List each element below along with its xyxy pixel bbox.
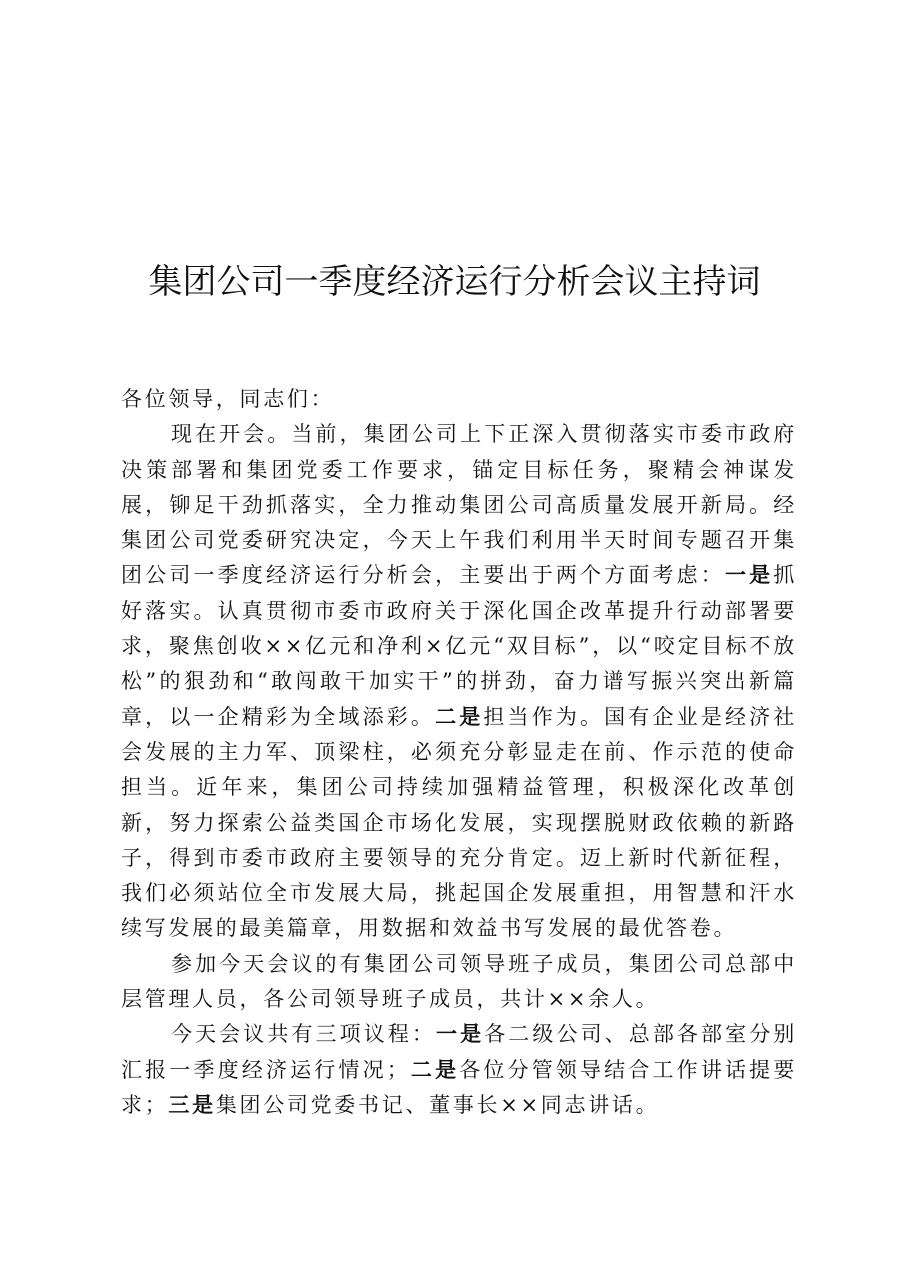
salutation: 各位领导，同志们： bbox=[121, 387, 335, 411]
paragraph-agenda bbox=[121, 1017, 797, 1123]
point-text-2: 担当作为。国有企业是经济社会发展的主力军、顶梁柱，必须充分彰显走在前、作示范的使命担当。近年来，集团公司持续加强精益管理，积极深化改革创新，努力探索公益类国企市场化发展，实现摆脱财政依赖的新路子，得到市委市政府主要领导的充分肯定。迈上新时代新征程，我们必须站位全市发展大局，挑起国企发展重担，用智慧和汗水续写发展的最美篇章，用数据和效益书写发展的最优答卷。 bbox=[121, 704, 797, 941]
document-body bbox=[121, 382, 797, 1123]
point-marker-1: 一是 bbox=[724, 563, 774, 588]
agenda-marker-2: 二是 bbox=[410, 1057, 460, 1082]
point-text-1: 抓好落实。认真贯彻市委市政府关于深化国企改革提升行动部署要求，聚焦创收××亿元和净利×亿元“双目标”，以“咬定目标不放松”的狠劲和“敢闯敢干加实干”的拼劲，奋力谱写振兴突出新篇章，以一企精彩为全域添彩。 bbox=[121, 563, 798, 729]
agenda-marker-3: 三是 bbox=[168, 1092, 216, 1117]
agenda-marker-1: 一是 bbox=[436, 1022, 485, 1047]
agenda-intro: 今天会议共有三项议程： bbox=[171, 1022, 437, 1047]
point-marker-2: 二是 bbox=[435, 704, 484, 729]
agenda-item-2: 各位分管领导结合工作讲话提要求； bbox=[121, 1057, 797, 1117]
agenda-item-3: 集团公司党委书记、董事长××同志讲话。 bbox=[215, 1092, 660, 1117]
paragraph-opening bbox=[121, 417, 797, 946]
document-title: 集团公司一季度经济运行分析会议主持词 bbox=[148, 262, 761, 302]
agenda-item-1: 各二级公司、总部各部室分别汇报一季度经济运行情况； bbox=[121, 1022, 797, 1082]
opening-text: 现在开会。当前，集团公司上下正深入贯彻落实市委市政府决策部署和集团党委工作要求，锚定目标任务，聚精会神谋发展，铆足干劲抓落实，全力推动集团公司高质量发展开新局。经集团公司党委研究决定，今天上午我们利用半天时间专题召开集团公司一季度经济运行分析会，主要出于两个方面考虑： bbox=[121, 422, 797, 588]
paragraph-attendees: 参加今天会议的有集团公司领导班子成员，集团公司总部中层管理人员，各公司领导班子成员，共计××余人。 bbox=[121, 951, 797, 1012]
